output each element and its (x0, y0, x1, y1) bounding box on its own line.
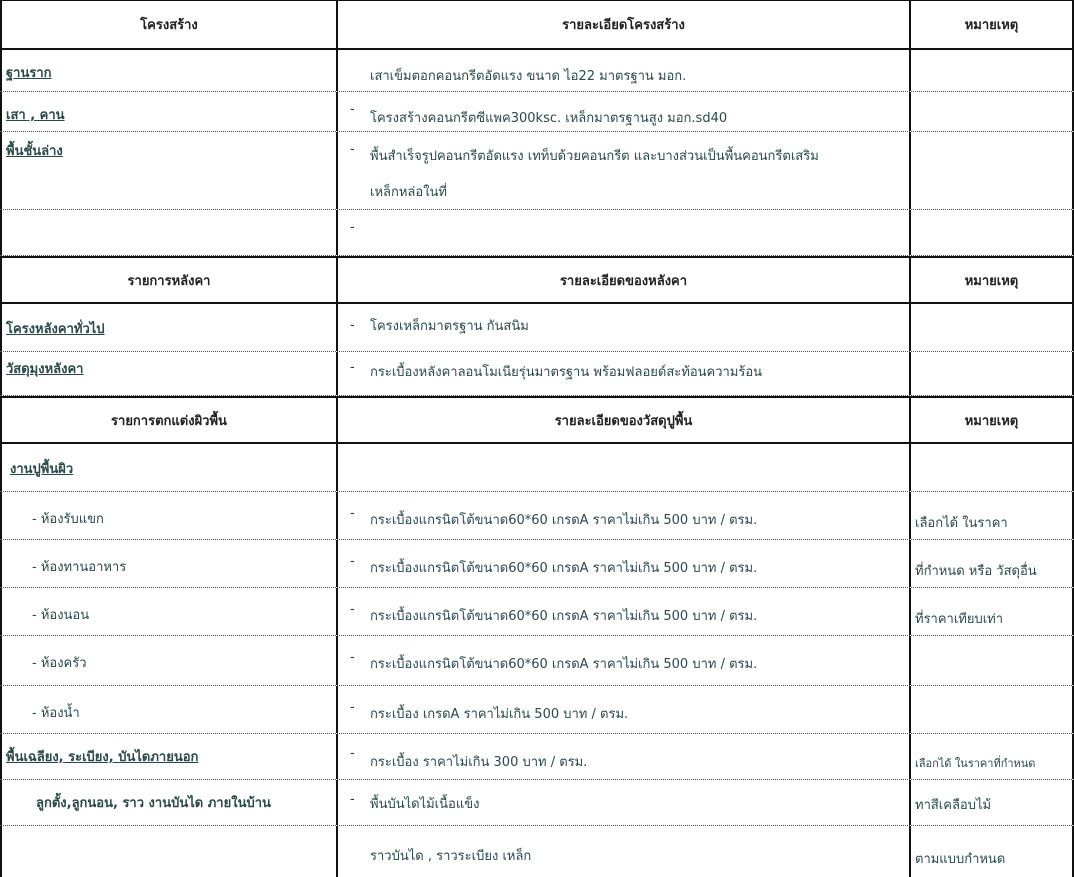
row-description: กระเบื้องแกรนิตโต้ขนาด60*60 เกรดA ราคาไม่เกิน 500 บาท / ตรม. (370, 513, 758, 528)
row-description: เสาเข็มตอกคอนกรีตอัดแรง ขนาด ไอ22 มาตรฐาน มอก. (370, 69, 687, 84)
structure-header-col1: โครงสร้าง (0, 1, 336, 48)
row-description: โครงสร้างคอนกรีตซีแพค300ksc. เหล็กมาตรฐานสูง มอก.sd40 (370, 111, 728, 126)
row-description: พื้นสำเร็จรูปคอนกรีตอัดแรง เทท็บด้วยคอนกรีต และบางส่วนเป็นพื้นคอนกรีตเสริม (370, 149, 819, 164)
row-note: ที่ราคาเทียบเท่า (915, 612, 1004, 627)
row-label: วัสดุมุงหลังคา (6, 362, 84, 377)
row-description: พื้นบันไดไม้เนื้อแข็ง (370, 797, 480, 812)
row-label: ลูกตั้ง,ลูกนอน, ราว งานบันได ภายในบ้าน (36, 796, 271, 811)
table-row (0, 444, 1074, 492)
table-row (0, 826, 1074, 877)
table-row (0, 686, 1074, 734)
row-dash: - (350, 142, 355, 157)
row-description: กระเบื้องแกรนิตโต้ขนาด60*60 เกรดA ราคาไม่เกิน 500 บาท / ตรม. (370, 561, 758, 576)
table-row (0, 352, 1074, 396)
row-dash: - (350, 792, 355, 807)
room-label: - ห้องรับแขก (32, 512, 104, 527)
table-row (0, 132, 1074, 210)
row-dash: - (350, 220, 355, 235)
row-label: พื้นเฉลียง, ระเบียง, บันไดภายนอก (6, 750, 199, 765)
row-dash: - (350, 554, 355, 569)
row-description: กระเบื้องแกรนิตโต้ขนาด60*60 เกรดA ราคาไม่เกิน 500 บาท / ตรม. (370, 657, 758, 672)
row-dash: - (350, 360, 355, 375)
floor-header-col3: หมายเหตุ (909, 398, 1074, 442)
row-note: ทาสีเคลือบไม้ (915, 798, 992, 813)
row-dash: - (350, 102, 355, 117)
room-label: - ห้องนอน (32, 608, 90, 623)
row-description: ราวบันได , ราวระเบียง เหล็ก (370, 849, 532, 864)
row-description: โครงเหล็กมาตรฐาน กันสนิม (370, 319, 529, 334)
row-note: ตามแบบกำหนด (915, 852, 1006, 867)
row-dash: - (350, 318, 355, 333)
row-dash: - (350, 650, 355, 665)
row-note: เลือกได้ ในราคาที่กำหนด (915, 757, 1036, 770)
row-description: กระเบื้องแกรนิตโต้ขนาด60*60 เกรดA ราคาไม่เกิน 500 บาท / ตรม. (370, 609, 758, 624)
row-note: เลือกได้ ในราคา (915, 516, 1008, 531)
row-description: กระเบื้อง ราคาไม่เกิน 300 บาท / ตรม. (370, 755, 588, 770)
table-row (0, 636, 1074, 686)
row-dash: - (350, 746, 355, 761)
table-row (0, 588, 1074, 636)
section-label: งานปูพื้นผิว (10, 462, 74, 477)
row-dash: - (350, 700, 355, 715)
table-row (0, 734, 1074, 780)
row-label: พื้นชั้นล่าง (6, 144, 63, 159)
room-label: - ห้องทานอาหาร (32, 560, 127, 575)
structure-header-row (0, 0, 1074, 50)
floor-header-col1: รายการตกแต่งผิวพื้น (0, 398, 336, 442)
roof-header-col3: หมายเหตุ (909, 258, 1074, 302)
row-label: โครงหลังคาทั่วไป (6, 322, 105, 337)
structure-header-col3: หมายเหตุ (909, 1, 1074, 48)
row-description-line2: เหล็กหล่อในที่ (370, 185, 447, 200)
row-description: กระเบื้องหลังคาลอนโมเนียรุ่นมาตรฐาน พร้อมฟลอยด์สะท้อนความร้อน (370, 365, 763, 380)
row-note: ที่กำหนด หรือ วัสดุอื่น (915, 564, 1037, 579)
table-row (0, 492, 1074, 540)
table-row (0, 540, 1074, 588)
row-label: เสา , คาน (6, 108, 65, 123)
room-label: - ห้องน้ำ (32, 706, 80, 721)
roof-header-col1: รายการหลังคา (0, 258, 336, 302)
table-row (0, 780, 1074, 826)
table-row (0, 50, 1074, 92)
row-description: กระเบื้อง เกรดA ราคาไม่เกิน 500 บาท / ตรม. (370, 707, 629, 722)
floor-header-row (0, 396, 1074, 444)
table-row (0, 304, 1074, 352)
floor-header-col2: รายละเอียดของวัสดุปูพื้น (336, 398, 909, 442)
roof-header-col2: รายละเอียดของหลังคา (336, 258, 909, 302)
table-row (0, 210, 1074, 256)
structure-header-col2: รายละเอียดโครงสร้าง (336, 1, 909, 48)
room-label: - ห้องครัว (32, 656, 87, 671)
row-dash: - (350, 602, 355, 617)
row-label: ฐานราก (6, 66, 52, 81)
roof-header-row (0, 256, 1074, 304)
row-dash: - (350, 506, 355, 521)
table-row (0, 92, 1074, 132)
